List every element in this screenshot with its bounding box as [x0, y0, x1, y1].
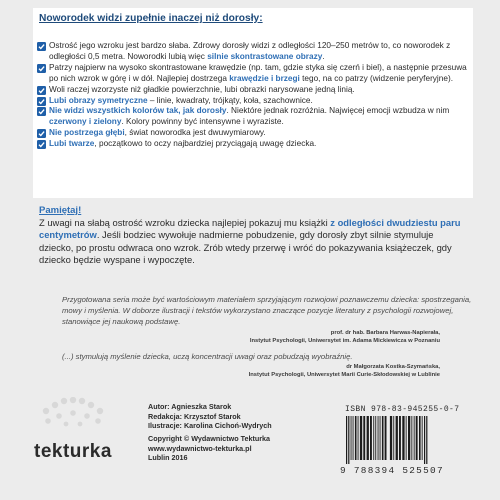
logo-dot: [97, 408, 103, 414]
city-year: Lublin 2016: [148, 453, 188, 463]
bullet-item: [37, 63, 469, 85]
bullet-emphasis: Nie widzi wszystkich kolorów tak, jak dorosły: [49, 106, 227, 116]
logo-dot: [45, 418, 51, 424]
quote-2: (...) stymulują myślenie dziecka, uczą koncentracji uwagi oraz pobudzają wyobraźnię.: [62, 352, 353, 361]
quote-2-signature: [249, 364, 440, 379]
barcode-bar: [367, 416, 369, 460]
bullet-emphasis: czerwony i zielony: [49, 117, 122, 127]
barcode-bar: [355, 416, 357, 460]
bullet-text: – linie, kwadraty, trójkąty, koła, szachownice.: [147, 95, 313, 105]
quote-1-affiliation: Instytut Psychologii, Uniwersytet im. Adama Mickiewicza w Poznaniu: [249, 337, 440, 344]
logo-dot: [56, 413, 62, 419]
barcode-bar: [353, 416, 354, 460]
copyright-line: Copyright © Wydawnictwo Tekturka: [148, 434, 271, 443]
logo-dot: [61, 398, 67, 404]
barcode-bar: [402, 416, 404, 460]
logo-dot: [43, 408, 49, 414]
bullet-emphasis: krawędzie i brzegi: [229, 73, 300, 83]
checkmark-icon: [37, 42, 46, 51]
barcode-bar: [422, 416, 423, 460]
barcode-bar: [419, 416, 421, 460]
checkmark-icon: [37, 129, 46, 138]
barcode-bar: [385, 416, 387, 460]
barcode-bar: [411, 416, 412, 460]
checkmark-icon: [37, 140, 46, 149]
checkmark-icon: [37, 64, 46, 73]
remember-text: [39, 217, 469, 267]
barcode-bar: [346, 416, 347, 464]
quote-2-affiliation: Instytut Psychologii, Uniwersytet Marii Curie-Skłodowskiej w Lublinie: [248, 371, 440, 378]
logo-dot: [52, 402, 58, 408]
barcode-bar: [363, 416, 365, 460]
barcode-bar: [348, 416, 349, 464]
barcode-bar: [351, 416, 352, 460]
barcode-bar: [399, 416, 401, 460]
barcode-bar: [426, 416, 427, 464]
barcode-bar: [393, 416, 394, 460]
remember-text-end: . Jeśli bodziec wywołuje nadmierne pobudzenie, gdy dorosły zbyt silnie stymuluje dziecko, po prostu odwraca ono wzrok. Zrób wtedy przerwę i wróć do pokazywania książeczek, gdy dziecko będzie wyspane i wypoczęte.: [39, 229, 452, 266]
barcode-bar: [360, 416, 362, 460]
bullet-text: . Niektóre jednak rozróżnia. Najwięcej emocji wzbudza w nim: [226, 106, 450, 116]
barcode-bar: [424, 416, 425, 464]
bullet-emphasis: Lubi obrazy symetryczne: [49, 95, 148, 105]
bullet-text: Woli raczej wzorzyste niż gładkie powierzchnie, lubi obrazki narysowane jedną linią.: [49, 84, 355, 94]
quote-2-author: dr Małgorzata Kostka-Szymańska,: [346, 364, 440, 370]
bullet-emphasis: Nie postrzega głębi: [49, 128, 125, 138]
bullet-list: [37, 41, 469, 150]
checkmark-icon: [37, 97, 46, 106]
bullet-item: [37, 139, 469, 150]
barcode-digits: 9 788394 525507: [340, 465, 444, 476]
bullet-text: Patrzy najpierw na wysoko skontrastowane krawędzie (np. tam, gdzie styka się czerń i biel), a następnie przesuwa po nich wzrok w górę i w dół. Najlepiej dostrzega: [49, 62, 467, 83]
quote-1-author: prof. dr hab. Barbara Harwas-Napierała,: [330, 330, 440, 336]
bullet-text: , świat noworodka jest dwuwymiarowy.: [124, 128, 266, 138]
isbn-label: ISBN 978-83-945255-0-7: [345, 405, 460, 414]
barcode-bar: [370, 416, 372, 460]
bullet-emphasis: Lubi twarze: [49, 139, 95, 149]
quote-1: Przygotowana seria może być wartościowym materiałem sprzyjającym rozwojowi poznawczemu dziecka: spostrzegania, mowy i myślenia. W doborze ilustracji i tekstów wykorzystano znaczące pozycje literatury z psychologii rozwojowej, stanowiące jej naukową podstawę.: [62, 295, 472, 326]
barcode-bar: [378, 416, 379, 460]
isbn-barcode: [340, 416, 470, 464]
card-title: Noworodek widzi zupełnie inaczej niż dorosły:: [39, 13, 263, 24]
logo-dot: [64, 422, 69, 427]
bullet-text: tego, na co patrzy (widzenie peryferyjne).: [299, 73, 453, 83]
barcode-bar: [414, 416, 415, 460]
logo-dot: [95, 418, 101, 424]
barcode-bar: [406, 416, 407, 460]
bullet-item: [37, 106, 469, 128]
bullet-item: [37, 41, 469, 63]
barcode-bar: [373, 416, 374, 460]
logo-dot: [78, 422, 83, 427]
credit-editor: Redakcja: Krzysztof Starok: [148, 411, 241, 421]
bullet-text: , początkowo to oczy najbardziej przyciągają uwagę dziecka.: [94, 139, 317, 149]
logo-dot: [79, 398, 85, 404]
barcode-bar: [380, 416, 381, 460]
bullet-item: [37, 96, 469, 107]
remember-text-start: Z uwagi na słabą ostrość wzroku dziecka najlepiej pokazuj mu książki: [39, 217, 331, 228]
credit-illustrations: Ilustracje: Karolina Cichoń-Wydrych: [148, 421, 272, 431]
checkmark-icon: [37, 86, 46, 95]
barcode-bar: [408, 416, 410, 460]
website-link[interactable]: www.wydawnictwo-tekturka.pl: [148, 443, 252, 453]
logo-dot: [88, 402, 94, 408]
bullet-text: . Kolory powinny być intensywne i wyraziste.: [121, 117, 284, 127]
logo-dot: [84, 413, 90, 419]
remember-heading: Pamiętaj!: [39, 205, 82, 216]
bullet-text: .: [322, 51, 325, 61]
bullet-emphasis: silnie skontrastowane obrazy: [207, 51, 323, 61]
barcode-bar: [358, 416, 359, 460]
bullet-item: [37, 128, 469, 139]
publisher-name: tekturka: [34, 441, 112, 462]
info-card: [33, 8, 473, 198]
barcode-bar: [390, 416, 392, 460]
bullet-item: [37, 85, 469, 96]
logo-dot: [70, 410, 76, 416]
logo-dot: [70, 397, 76, 403]
barcode-bar: [375, 416, 376, 460]
credit-author: Autor: Agnieszka Starok: [148, 402, 232, 411]
checkmark-icon: [37, 107, 46, 116]
barcode-bar: [396, 416, 398, 460]
credits: [148, 402, 272, 431]
barcode-bar: [416, 416, 418, 460]
bullet-text: Ostrość jego wzroku jest bardzo słaba. Zdrowy dorosły widzi z odległości 120–250 metrów to, co noworodek z odległości 0,5 metra. Noworodki lubią więc: [49, 41, 451, 61]
quote-1-signature: [250, 330, 440, 345]
remember-text-emphasis: z odległości dwudziestu paru centymetrów: [39, 217, 461, 241]
barcode-bar: [382, 416, 384, 460]
copyright-block: [148, 434, 270, 463]
